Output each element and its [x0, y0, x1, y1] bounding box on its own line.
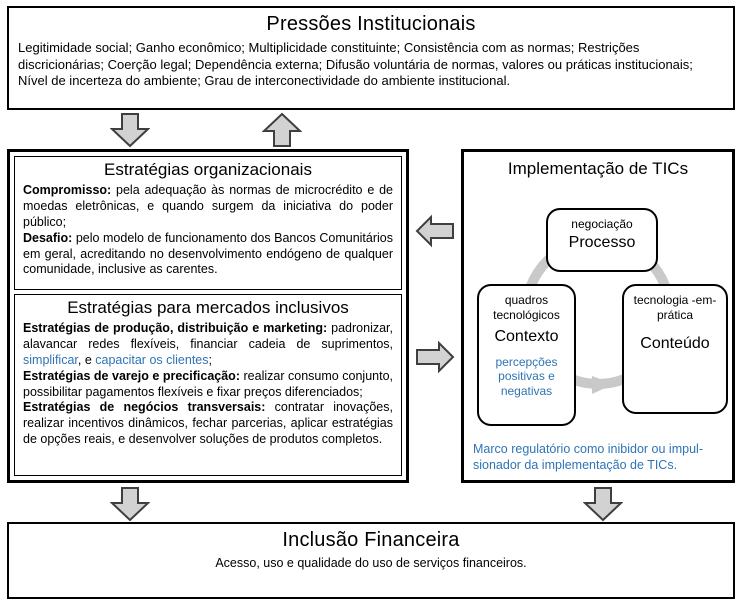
arrow-shape [264, 114, 300, 146]
institutional-pressures-title: Pressões Institucionais [266, 13, 476, 35]
transversal-strategies-paragraph [23, 400, 393, 448]
production-lead: Estratégias de produção, distribuição e marketing: [23, 321, 328, 335]
regulatory-note: Marco regulatório como inibidor ou impulsionador da implementação de TICs. [473, 442, 703, 473]
production-blue-2: capacitar os clientes [95, 352, 209, 367]
desafio-text: pelo modelo de funcionamento dos Bancos Comunitários em geral, acreditando no desenvolvimento endógeno de qualquer comunidade, inclusive as carentes. [23, 230, 393, 277]
compromisso-lead: Compromisso: [23, 183, 112, 197]
financial-inclusion-box [7, 522, 735, 599]
production-text-3: ; [208, 352, 212, 367]
compromisso-text: pela adequação às normas de microcrédito e de moedas eletrônicas, e quando surgem da iniciativa do poder público; [23, 183, 393, 229]
financial-inclusion-body: Acesso, uso e qualidade do uso de serviços financeiros. [215, 556, 527, 570]
production-text-2: , e [77, 352, 96, 367]
institutional-pressures-body: Legitimidade social; Ganho econômico; Multiplicidade constituinte; Consistência com as normas; Restrições discricionárias; Coerção legal; Dependência externa; Difusão voluntária de normas, valores ou práticas institucionais; Nível de incerteza do ambiente; Grau de interconectividade do ambiente institucional. [18, 40, 693, 88]
block-arrow-down-top-left-icon [110, 112, 150, 148]
process-node-big: Processo [568, 233, 636, 251]
inclusive-markets-strategies-box [14, 294, 402, 476]
production-blue-1: simplificar [23, 352, 78, 367]
block-arrow-down-bottom-right-icon [583, 486, 623, 522]
arrow-shape [112, 488, 148, 520]
content-node [622, 284, 728, 414]
arrow-shape [585, 488, 621, 520]
context-node [477, 284, 576, 426]
block-arrow-left-icon [415, 214, 455, 248]
organizational-strategies-box [14, 156, 402, 290]
arrow-shape [112, 114, 148, 146]
content-node-small: tecnologia -em-prática [633, 293, 717, 322]
arrow-shape [417, 343, 453, 371]
context-node-big: Contexto [494, 328, 559, 346]
organizational-strategies-title: Estratégias organizacionais [104, 160, 312, 179]
block-arrow-up-icon [262, 112, 302, 148]
tics-implementation-box [461, 149, 735, 483]
transversal-lead: Estratégias de negócios transversais: [23, 400, 266, 415]
financial-inclusion-title: Inclusão Financeira [282, 529, 460, 551]
retail-strategies-paragraph [23, 369, 393, 401]
production-text-1: padronizar, alavancar redes flexíveis, financiar cadeia de suprimentos, [23, 321, 393, 351]
production-strategies-paragraph [23, 321, 393, 369]
block-arrow-right-icon [415, 340, 455, 374]
retail-lead: Estratégias de varejo e precificação: [23, 368, 240, 383]
arrow-shape [417, 217, 453, 245]
tics-title: Implementação de TICs [507, 159, 689, 178]
process-node [546, 208, 658, 272]
inclusive-markets-title: Estratégias para mercados inclusivos [67, 298, 349, 317]
context-node-blue: percepções positivas e negativas [495, 354, 558, 399]
context-node-small: quadros tecnológicos [493, 293, 560, 322]
block-arrow-down-bottom-left-icon [110, 486, 150, 522]
compromisso-paragraph [23, 183, 393, 231]
process-node-small: negociação [571, 217, 633, 231]
institutional-pressures-box [7, 6, 735, 110]
desafio-lead: Desafio: [23, 230, 73, 245]
content-node-big: Conteúdo [640, 335, 710, 353]
desafio-paragraph [23, 231, 393, 279]
retail-text: realizar consumo conjunto, possibilitar pagamentos flexíveis e fixar preços diferenciados; [23, 368, 393, 399]
transversal-text: contratar inovações, realizar incentivos dinâmicos, fechar parcerias, aplicar estratégias de opções reais, e desenvolver soluções de produtos completos. [23, 400, 393, 447]
strategies-outer-box [7, 149, 409, 483]
